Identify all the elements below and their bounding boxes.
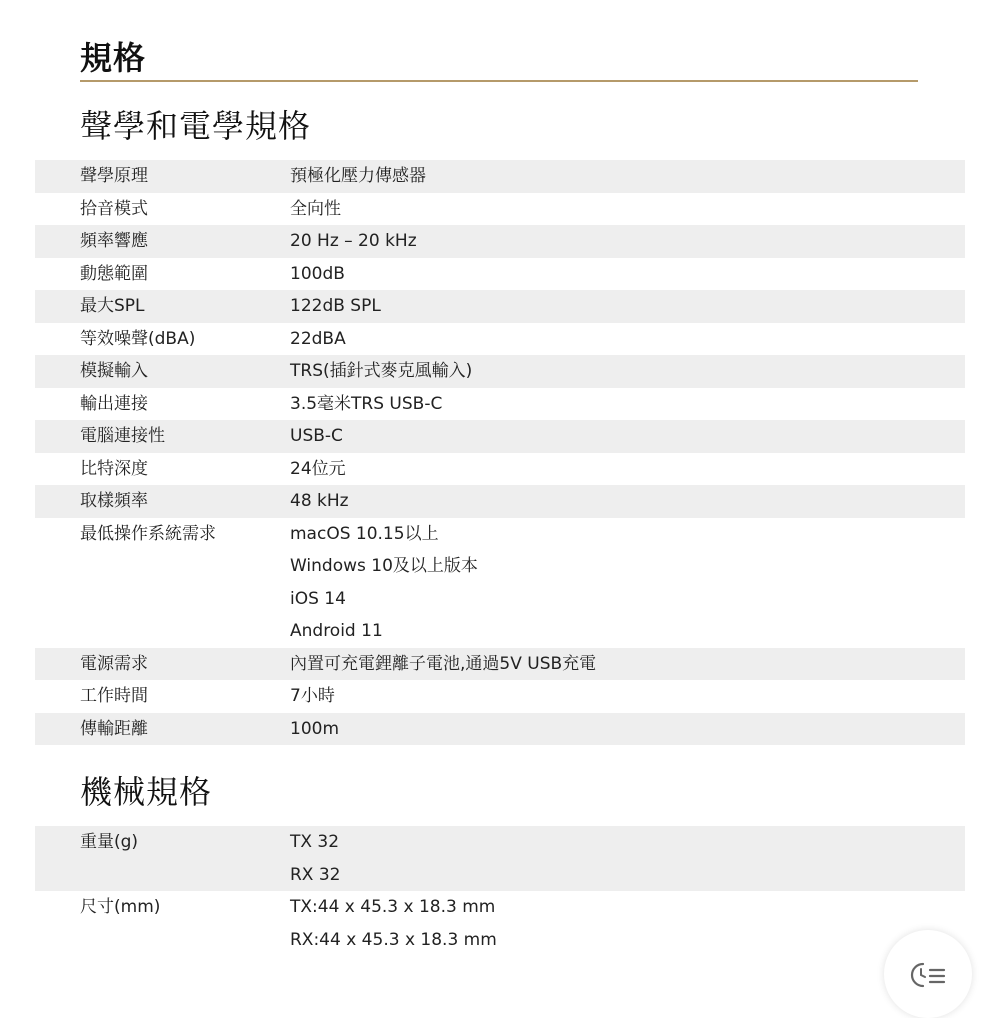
spec-values: [290, 355, 472, 388]
spec-value: 預極化壓力傳感器: [290, 166, 426, 186]
spec-label: 輸出連接: [80, 393, 148, 414]
page-title: 規格: [80, 39, 147, 77]
spec-table-mechanical: [35, 826, 965, 956]
spec-value: 3.5毫米TRS USB-C: [290, 393, 443, 414]
spec-label: 工作時間: [80, 686, 148, 706]
spec-value: USB-C: [290, 426, 343, 446]
spec-values: [290, 290, 381, 323]
spec-label: 等效噪聲(dBA): [80, 328, 196, 349]
spec-row: [35, 891, 965, 956]
spec-value: 100m: [290, 718, 340, 739]
spec-row: [35, 258, 965, 291]
spec-values: [290, 258, 345, 291]
spec-value: Windows 10及以上版本: [290, 556, 478, 576]
spec-value: 22dBA: [290, 328, 346, 349]
section-title-mechanical: 機械規格: [80, 773, 213, 811]
spec-row: [35, 826, 965, 891]
spec-value: iOS 14: [290, 588, 346, 609]
table-of-contents-button[interactable]: [884, 930, 972, 1018]
spec-row: [35, 323, 965, 356]
spec-values: [290, 323, 346, 356]
spec-row: [35, 193, 965, 226]
spec-value: RX:44 x 45.3 x 18.3 mm: [290, 929, 497, 950]
spec-label: 動態範圍: [80, 263, 148, 284]
spec-label: 最低操作系統需求: [80, 523, 216, 544]
spec-label: 尺寸(mm): [80, 897, 161, 917]
spec-value: TX:44 x 45.3 x 18.3 mm: [290, 897, 496, 917]
spec-label: 重量(g): [80, 832, 139, 852]
spec-value: macOS 10.15以上: [290, 523, 439, 544]
spec-value: 100dB: [290, 263, 345, 284]
spec-row: [35, 485, 965, 518]
spec-label: 取樣頻率: [80, 491, 148, 511]
spec-values: [290, 160, 426, 193]
spec-values: [290, 680, 335, 713]
spec-value: 7小時: [290, 686, 335, 706]
spec-label: 頻率響應: [80, 231, 148, 251]
spec-value: Android 11: [290, 621, 383, 641]
spec-values: [290, 420, 343, 453]
spec-row: [35, 680, 965, 713]
spec-value: 122dB SPL: [290, 296, 381, 316]
spec-values: [290, 453, 346, 486]
spec-value: 內置可充電鋰離子電池,通過5V USB充電: [290, 653, 597, 674]
spec-values: [290, 388, 442, 421]
spec-values: [290, 826, 341, 891]
spec-row: [35, 290, 965, 323]
spec-row: [35, 420, 965, 453]
spec-values: [290, 891, 497, 956]
spec-values: [290, 648, 596, 681]
spec-value: 24位元: [290, 458, 346, 479]
spec-row: [35, 388, 965, 421]
spec-label: 模擬輸入: [80, 361, 148, 381]
spec-value: TX 32: [290, 832, 340, 852]
spec-value: RX 32: [290, 864, 341, 885]
spec-row: [35, 225, 965, 258]
spec-value: TRS(插針式麥克風輸入): [290, 361, 473, 381]
spec-value: 20 Hz – 20 kHz: [290, 231, 417, 251]
spec-label: 電源需求: [80, 653, 148, 674]
spec-values: [290, 485, 349, 518]
spec-label: 電腦連接性: [80, 426, 165, 446]
spec-values: [290, 518, 478, 648]
spec-row: [35, 160, 965, 193]
spec-label: 聲學原理: [80, 166, 148, 186]
spec-label: 最大SPL: [80, 296, 145, 316]
spec-values: [290, 193, 341, 226]
title-divider: [80, 80, 918, 82]
spec-row: [35, 713, 965, 746]
spec-values: [290, 713, 339, 746]
spec-row: [35, 355, 965, 388]
spec-row: [35, 648, 965, 681]
spec-label: 比特深度: [80, 458, 148, 479]
spec-value: 全向性: [290, 198, 341, 219]
table-of-contents-icon: [908, 960, 948, 990]
spec-label: 拾音模式: [80, 198, 148, 219]
spec-row: [35, 518, 965, 648]
spec-label: 傳輸距離: [80, 718, 148, 739]
section-title-acoustic-electrical: 聲學和電學規格: [80, 107, 312, 145]
spec-row: [35, 453, 965, 486]
spec-table-acoustic-electrical: [35, 160, 965, 745]
spec-values: [290, 225, 417, 258]
spec-value: 48 kHz: [290, 491, 349, 511]
